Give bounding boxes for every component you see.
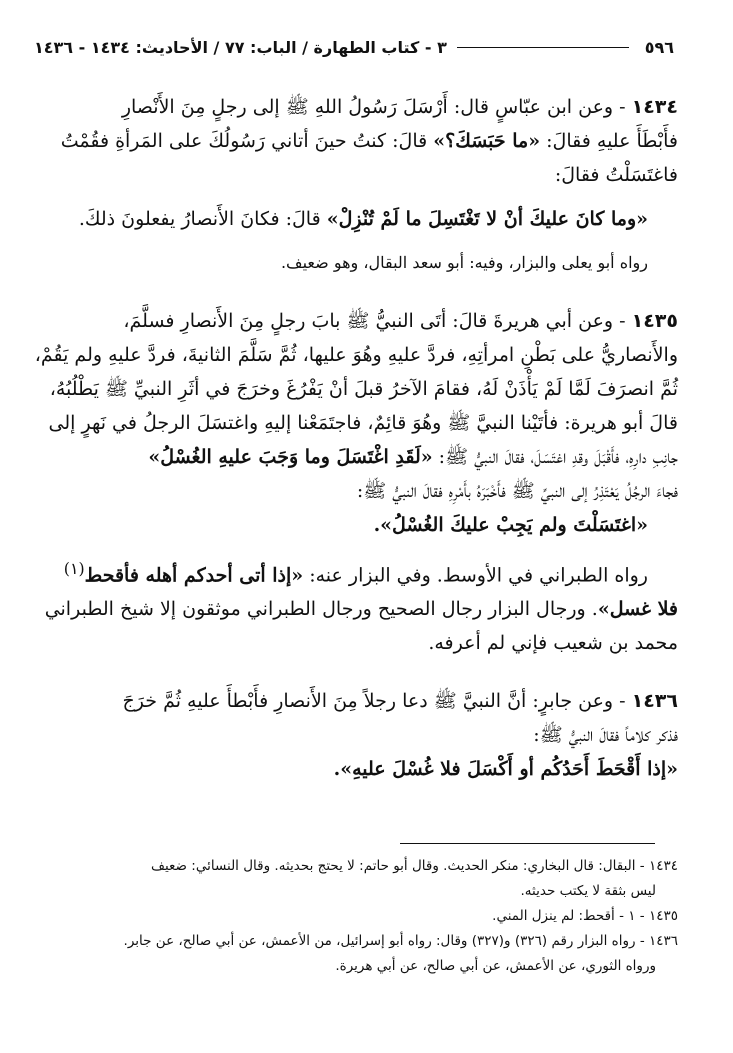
riwaya-line: محمد بن شعيب فإني لم أعرفه. [428, 632, 678, 655]
hadith-number: ١٤٣٤ [631, 96, 678, 118]
riwaya-note: رواه أبو يعلى والبزار، وفيه: أبو سعد البقال، وهو ضعيف. [280, 253, 648, 272]
hadith-line [32, 124, 678, 158]
footnote-line: ١٤٣٤ - البقال: قال البخاري: منكر الحديث. وقال أبو حاتم: لا يحتج بحديثه. وقال النسائي: ضعيف [150, 858, 678, 874]
main-text [32, 90, 678, 792]
hadith-1435 [32, 304, 678, 660]
hadith-number: ١٤٣٦ [631, 690, 678, 713]
hadith-text: جانِبِ دارِهِ، فأَقْبَلَ وقدِ اغتَسَلَ، فقالَ النبيُّ ﷺ: [432, 446, 678, 468]
running-title: ٣ - كتاب الطهارة / الباب: ٧٧ / الأحاديث: ١٤٣٤ - ١٤٣٦ [34, 37, 447, 57]
footnotes [32, 854, 678, 979]
prophetic-quote: «لَقَدِ اغْتَسَلَ وما وَجَبَ عليهِ الغُسْلُ» [148, 446, 433, 468]
hadith-line: قالَ أبو هريرة: فأتَيْنا النبيَّ ﷺ وهُوَ قائِمٌ، فاجتَمَعْنا إليهِ واغتسَلَ الرجلُ في نَهرٍ إلى [48, 412, 678, 434]
prophetic-quote: فلا غسل» [597, 598, 678, 621]
hadith-line: فاغتَسَلْتُ فقالَ: [554, 164, 678, 186]
spacer [32, 542, 678, 552]
footnote-line: ١٤٣٥ - ١ - أقحط: لم ينزل المني. [492, 908, 678, 924]
spacer [32, 286, 678, 304]
hadith-line [32, 202, 678, 236]
hadith-1436 [32, 684, 678, 786]
hadith-line: والأَنصاريُّ على بَطْنِ امرأتِهِ، فردَّ عليهِ وهُوَ عليها، ثُمَّ سَلَّمَ الثانيةَ، فردَّ عليهِ ولم يَقُمْ، [34, 344, 678, 366]
prophetic-quote: «إذا أتى أحدكم أهله فأقحط [84, 564, 304, 587]
header-rule [457, 47, 629, 48]
prophetic-quote: «إذا أَقْحَطَ أَحَدُكُم أو أَكْسَلَ فلا غُسْلَ عليهِ». [333, 758, 678, 781]
hadith-text: - وعن جابرٍ: أنَّ النبيَّ ﷺ دعا رجلاً مِنَ الأَنصارِ فأَبْطأَ عليهِ ثُمَّ خرَجَ [122, 690, 626, 713]
footnote-line: ورواه الثوري، عن الأعمش، عن أبي صالح، عن أبي هريرة. [335, 958, 656, 974]
hadith-line [32, 508, 678, 542]
hadith-text: فأَبْطَأَ عليهِ فقالَ: [540, 130, 678, 152]
hadith-line [32, 304, 678, 338]
page-number: ٥٩٦ [644, 37, 674, 57]
hadith-line: فذكر كلاماً فقالَ النبيُّ ﷺ: [533, 724, 678, 747]
hadith-line [32, 684, 678, 718]
hadith-text: - وعن ابن عبّاسٍ قال: أَرْسَلَ رَسُولُ اللهِ ﷺ إلى رجلٍ مِنَ الأَنْصارِ [121, 96, 626, 118]
prophetic-quote: «ما حَبَسَكَ؟» [433, 130, 541, 152]
hadith-text: قالَ: فكانَ الأَنصارُ يفعلونَ ذلكَ. [78, 208, 327, 230]
spacer [32, 236, 678, 246]
footnote-line: ليس بثقة لا يكتب حديثه. [520, 883, 656, 899]
hadith-text: - وعن أبي هريرةَ قالَ: أتَى النبيُّ ﷺ بابَ رجلٍ مِنَ الأَنصارِ فسلَّمَ، [123, 310, 626, 332]
hadith-line: ثُمَّ انصرَفَ لَمَّا لَمْ يَأْذَنْ لَهُ، فقامَ الآخرُ قبلَ أنْ يَفْرُغَ وخرَجَ في أثَرِ النبيِّ ﷺ يَطْلُبُهُ، [49, 378, 678, 400]
footnote-line: ١٤٣٦ - رواه البزار رقم (٣٢٦) و(٣٢٧) وقال: رواه أبو إسرائيل، من الأعمش، عن أبي صالح، عن جابر. [123, 933, 678, 949]
prophetic-quote: «وما كانَ عليكَ أنْ لا تَغْتَسِلَ ما لَمْ تُنْزِلْ» [326, 208, 648, 230]
riwaya-text: رواه الطبراني في الأوسط. وفي البزار عنه: [303, 564, 648, 587]
prophetic-quote: «اغتَسَلْتَ ولم يَجِبْ عليكَ الغُسْلُ». [373, 514, 648, 536]
hadith-line: فجاءَ الرجُلُ يَعْتَذِرُ إلى النبيِّ ﷺ فأَخْبَرَهُ بأَمْرِهِ فقالَ النبيُّ ﷺ: [356, 480, 678, 502]
hadith-line [32, 752, 678, 786]
hadith-line [32, 440, 678, 474]
page-header [34, 32, 674, 62]
footnote-marker: (١) [63, 559, 85, 578]
spacer [32, 192, 678, 202]
hadith-number: ١٤٣٥ [631, 310, 678, 332]
hadith-1434 [32, 90, 678, 280]
footnote-separator [400, 843, 655, 844]
riwaya-text: . ورجال البزار رجال الصحيح ورجال الطبراني موثقون إلا شيخ الطبراني [44, 598, 598, 621]
hadith-text: قالَ: كنتُ حينَ أتاني رَسُولُكَ على المَرأةِ فقُمْتُ [60, 130, 434, 152]
riwaya-line [32, 592, 678, 626]
spacer [32, 666, 678, 684]
hadith-line [32, 90, 678, 124]
riwaya-line [32, 552, 678, 592]
